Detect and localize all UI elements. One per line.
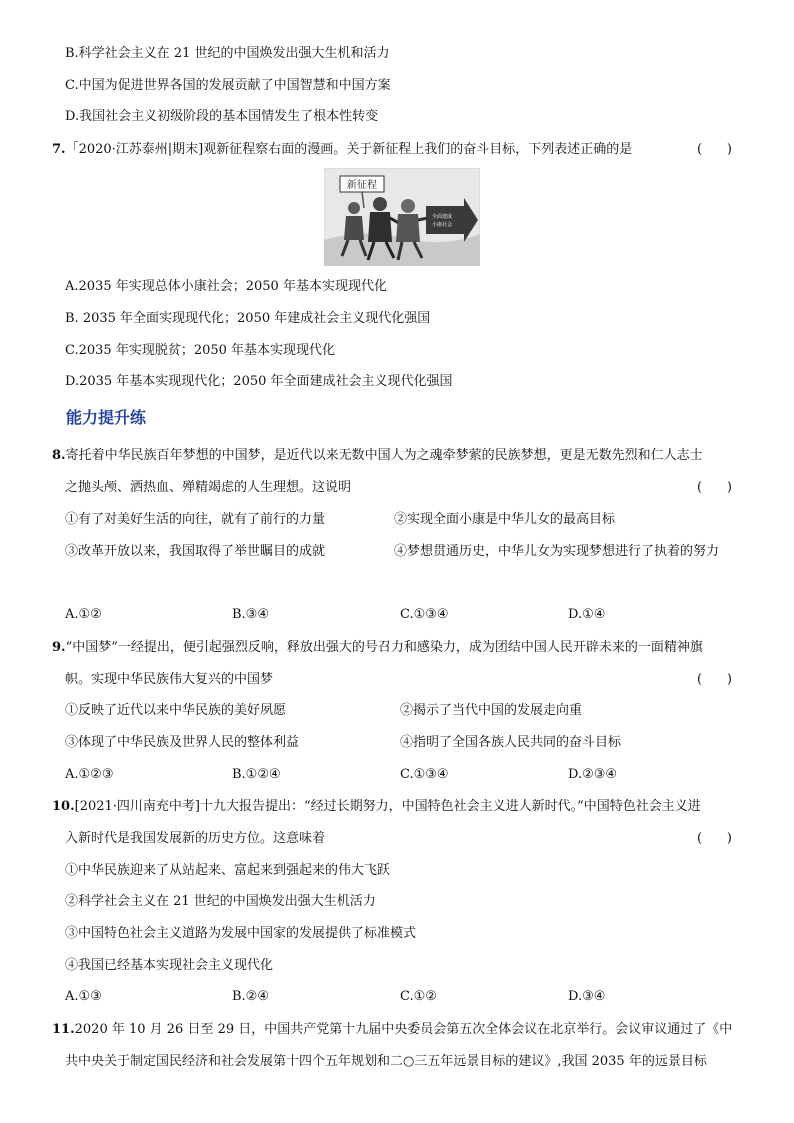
q10-statement-4: ④我国已经基本实现社会主义现代化 bbox=[65, 958, 274, 973]
q7-stem bbox=[52, 140, 632, 160]
prev-option-b: B.科学社会主义在 21 世纪的中国焕发出强大生机和活力 bbox=[65, 46, 390, 61]
q7-stem-text: 「2020·江苏泰州|期末]观新征程察右面的漫画。关于新征程上我们的奋斗目标，下列表述正确的是 bbox=[65, 142, 633, 157]
svg-text:全面建成: 全面建成 bbox=[431, 214, 453, 220]
q9-statement-1: ①反映了近代以来中华民族的美好夙愿 bbox=[65, 703, 287, 718]
q9-option-d: D.②③④ bbox=[568, 767, 618, 782]
q10-statement-2: ②科学社会主义在 21 世纪的中国焕发出强大生机活力 bbox=[65, 894, 376, 909]
q9-option-b: B.①②④ bbox=[232, 767, 281, 782]
q11-stem-line2: 共中央关于制定国民经济和社会发展第十四个五年规划和二○三五年远景目标的建议》,我国 2035 年的远景目标 bbox=[65, 1054, 707, 1069]
q10-stem-line2: 入新时代是我国发展新的历史方位。这意味着 bbox=[65, 831, 326, 846]
q9-stem-line1 bbox=[52, 638, 703, 658]
q8-statement-3: ③改革开放以来，我国取得了举世瞩目的成就 bbox=[65, 544, 326, 559]
q10-statement-3: ③中国特色社会主义道路为发展中国家的发展提供了标准模式 bbox=[65, 926, 417, 941]
q8-stem-text: 寄托着中华民族百年梦想的中国梦，是近代以来无数中国人为之魂牵梦萦的民族梦想，更是无数先烈和仁人志士 bbox=[65, 448, 703, 463]
section-heading: 能力提升练 bbox=[66, 408, 147, 427]
q8-statement-1: ①有了对美好生活的向往，就有了前行的力量 bbox=[65, 512, 326, 527]
q8-statement-4: ④梦想贯通历史，中华儿女为实现梦想进行了执着的努力 bbox=[394, 544, 720, 559]
q10-stem-text: [2021·四川南充中考]十九大报告提出：“经过长期努力，中国特色社会主义进人新时代。”中国特色社会主义进 bbox=[74, 799, 701, 814]
q8-option-c: C.①③④ bbox=[400, 607, 449, 622]
q10-number: 10. bbox=[52, 799, 75, 814]
q10-statement-1: ①中华民族迎来了从站起来、富起来到强起来的伟大飞跃 bbox=[65, 863, 391, 878]
q7-answer-blank: ( ) bbox=[697, 142, 732, 157]
q8-number: 8. bbox=[52, 448, 66, 463]
q10-option-a: A.①③ bbox=[65, 989, 102, 1004]
prev-option-d: D.我国社会主义初级阶段的基本国情发生了根本性转变 bbox=[65, 109, 379, 124]
q8-option-d: D.①④ bbox=[568, 607, 606, 622]
q9-option-a: A.①②③ bbox=[65, 767, 114, 782]
q10-option-d: D.③④ bbox=[568, 989, 606, 1004]
q9-statement-2: ②揭示了当代中国的发展走向重 bbox=[400, 703, 583, 718]
q7-option-d: D.2035 年基本实现现代化；2050 年全面建成社会主义现代化强国 bbox=[65, 374, 453, 389]
q8-statement-2: ②实现全面小康是中华儿女的最高目标 bbox=[394, 512, 616, 527]
q9-stem-text: “中国梦”一经提出，便引起强烈反响，释放出强大的号召力和感染力，成为团结中国人民开辟未来的一面精神旗 bbox=[65, 640, 703, 655]
q7-option-b: B. 2035 年全面实现现代化；2050 年建成社会主义现代化强国 bbox=[65, 311, 431, 326]
q7-option-c: C.2035 年实现脱贫；2050 年基本实现现代化 bbox=[65, 343, 336, 358]
q7-number: 7. bbox=[52, 142, 66, 157]
q10-option-c: C.①② bbox=[400, 989, 437, 1004]
q9-statement-3: ③体现了中华民族及世界人民的整体利益 bbox=[65, 735, 300, 750]
q10-option-b: B.②④ bbox=[232, 989, 269, 1004]
svg-text:小康社会: 小康社会 bbox=[431, 222, 453, 228]
q8-option-a: A.①② bbox=[65, 607, 102, 622]
q8-stem-line2: 之抛头颅、洒热血、殚精竭虑的人生理想。这说明 bbox=[65, 480, 352, 495]
q11-number: 11. bbox=[52, 1022, 75, 1037]
q9-answer-blank: ( ) bbox=[697, 672, 732, 687]
q9-number: 9. bbox=[52, 640, 66, 655]
q11-stem-text: 2020 年 10 月 26 日至 29 日，中国共产党第十九届中央委员会第五次全体会议在北京举行。会议审议通过了《中 bbox=[74, 1022, 733, 1037]
q8-answer-blank: ( ) bbox=[697, 480, 732, 495]
q9-statement-4: ④指明了全国各族人民共同的奋斗目标 bbox=[400, 735, 622, 750]
q10-stem-line1 bbox=[52, 797, 701, 817]
cartoon-sign-text: 新征程 bbox=[347, 180, 377, 191]
q7-option-a: A.2035 年实现总体小康社会；2050 年基本实现现代化 bbox=[65, 279, 387, 294]
q11-stem-line1 bbox=[52, 1020, 732, 1040]
q10-answer-blank: ( ) bbox=[697, 831, 732, 846]
q9-option-c: C.①③④ bbox=[400, 767, 449, 782]
q8-stem-line1 bbox=[52, 446, 703, 466]
q9-stem-line2: 帜。实现中华民族伟大复兴的中国梦 bbox=[65, 672, 274, 687]
q8-option-b: B.③④ bbox=[232, 607, 269, 622]
q7-cartoon-image bbox=[324, 168, 480, 266]
prev-option-c: C.中国为促进世界各国的发展贡献了中国智慧和中国方案 bbox=[65, 78, 391, 93]
